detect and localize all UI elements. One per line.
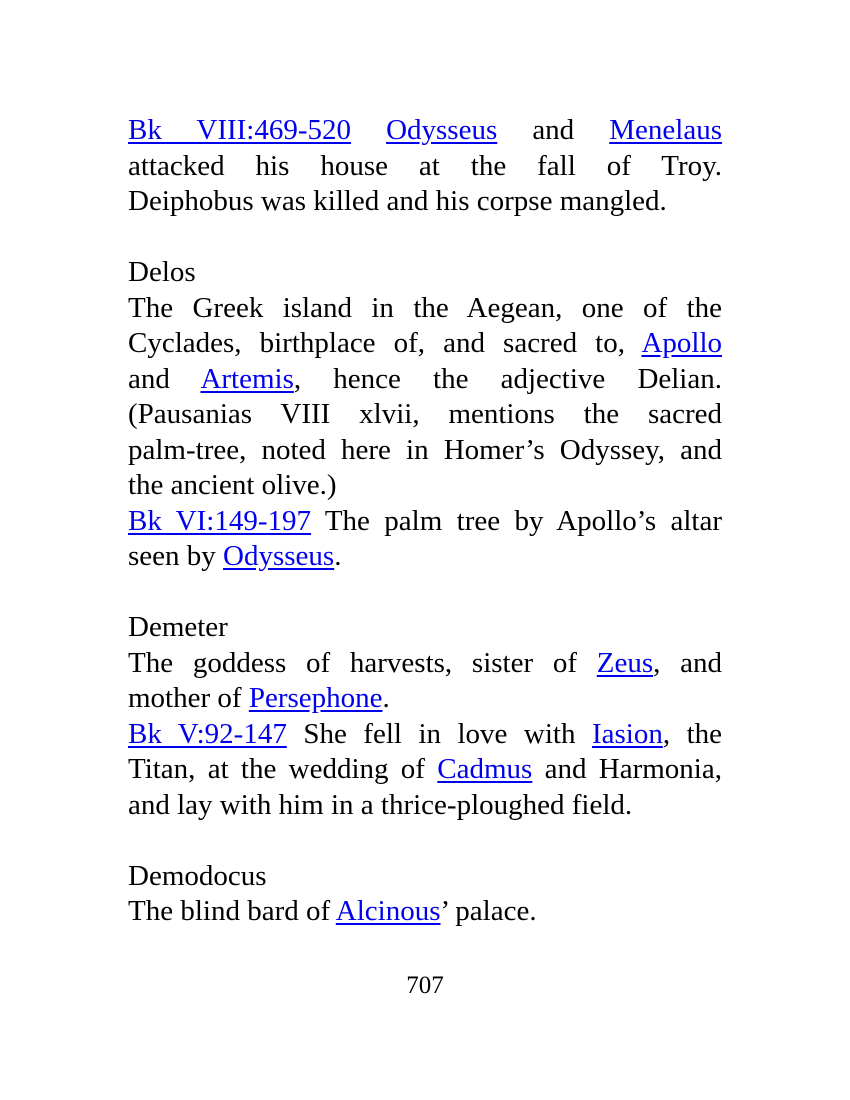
text-segment: . — [334, 540, 342, 572]
text-segment: palm-tree, noted here in Homer’s Odyssey, and — [128, 433, 722, 466]
text-line — [128, 184, 722, 220]
text-segment: Demeter — [128, 611, 228, 643]
text-line — [128, 397, 722, 433]
text-line — [128, 326, 722, 362]
link-menelaus[interactable]: Menelaus — [609, 114, 722, 146]
link-bk-v-92-147[interactable]: Bk V:92-147 — [128, 717, 287, 750]
text-line — [128, 291, 722, 327]
text-line — [128, 433, 722, 469]
text-segment: , the — [662, 717, 723, 750]
link-apollo[interactable]: Apollo — [641, 327, 722, 359]
text-segment: Titan, at the wedding of — [128, 753, 438, 785]
link-odysseus[interactable]: Odysseus — [223, 540, 335, 572]
link-alcinous[interactable]: Alcinous — [335, 895, 441, 927]
text-line — [128, 752, 722, 788]
text-segment: Deiphobus was killed and his corpse mangled. — [128, 185, 667, 217]
text-segment: Demodocus — [128, 859, 267, 892]
link-zeus[interactable]: Zeus — [596, 646, 654, 679]
demodocus-entry — [128, 859, 722, 930]
text-segment: The goddess of harvests, sister of — [128, 646, 597, 679]
text-segment: Cyclades, birthplace of, and sacred to, — [128, 327, 642, 359]
text-segment: and — [128, 362, 201, 395]
text-line — [128, 717, 722, 753]
link-cadmus[interactable]: Cadmus — [437, 753, 533, 785]
text-line — [128, 113, 722, 149]
page-number: 707 — [406, 972, 444, 999]
text-line — [128, 539, 722, 575]
link-bk-viii-469-520[interactable]: Bk VIII:469-520 — [128, 114, 352, 146]
link-iasion[interactable]: Iasion — [591, 717, 663, 750]
text-line — [128, 788, 722, 824]
text-segment: seen by — [128, 540, 224, 572]
text-segment: ’ palace. — [440, 895, 537, 927]
text-segment: the ancient olive.) — [128, 469, 337, 501]
entry-heading — [128, 255, 722, 291]
text-segment: attacked his house at the fall of Troy. — [128, 149, 722, 182]
delos-entry — [128, 255, 722, 575]
text-line — [128, 894, 722, 930]
text-segment: She fell in love with — [286, 717, 592, 750]
demeter-entry — [128, 610, 722, 823]
text-line — [128, 149, 722, 185]
text-segment: mother of — [128, 682, 249, 714]
text-segment — [351, 114, 386, 146]
text-segment: The blind bard of — [128, 895, 336, 927]
text-segment: (Pausanias VIII xlvii, mentions the sacred — [128, 398, 722, 430]
text-segment: , hence the adjective Delian. — [293, 362, 722, 395]
text-segment: and — [497, 114, 610, 146]
text-segment: The palm tree by Apollo’s altar — [311, 504, 722, 537]
text-line — [128, 646, 722, 682]
link-artemis[interactable]: Artemis — [200, 362, 294, 395]
text-line — [128, 468, 722, 504]
entry-heading — [128, 859, 722, 895]
text-segment: and Harmonia, — [532, 753, 722, 785]
text-line — [128, 504, 722, 540]
text-segment: The Greek island in the Aegean, one of the — [128, 291, 722, 324]
text-segment: . — [382, 682, 390, 714]
link-odysseus[interactable]: Odysseus — [386, 114, 498, 146]
text-segment: and lay with him in a thrice-ploughed field. — [128, 788, 633, 821]
text-segment: Delos — [128, 256, 196, 288]
entry-heading — [128, 610, 722, 646]
text-line — [128, 681, 722, 717]
link-persephone[interactable]: Persephone — [248, 682, 383, 714]
link-bk-vi-149-197[interactable]: Bk VI:149-197 — [128, 504, 311, 537]
text-line — [128, 362, 722, 398]
deiphobus-entry-continuation — [128, 113, 722, 220]
text-segment: , and — [653, 646, 722, 679]
text-block — [128, 113, 722, 930]
